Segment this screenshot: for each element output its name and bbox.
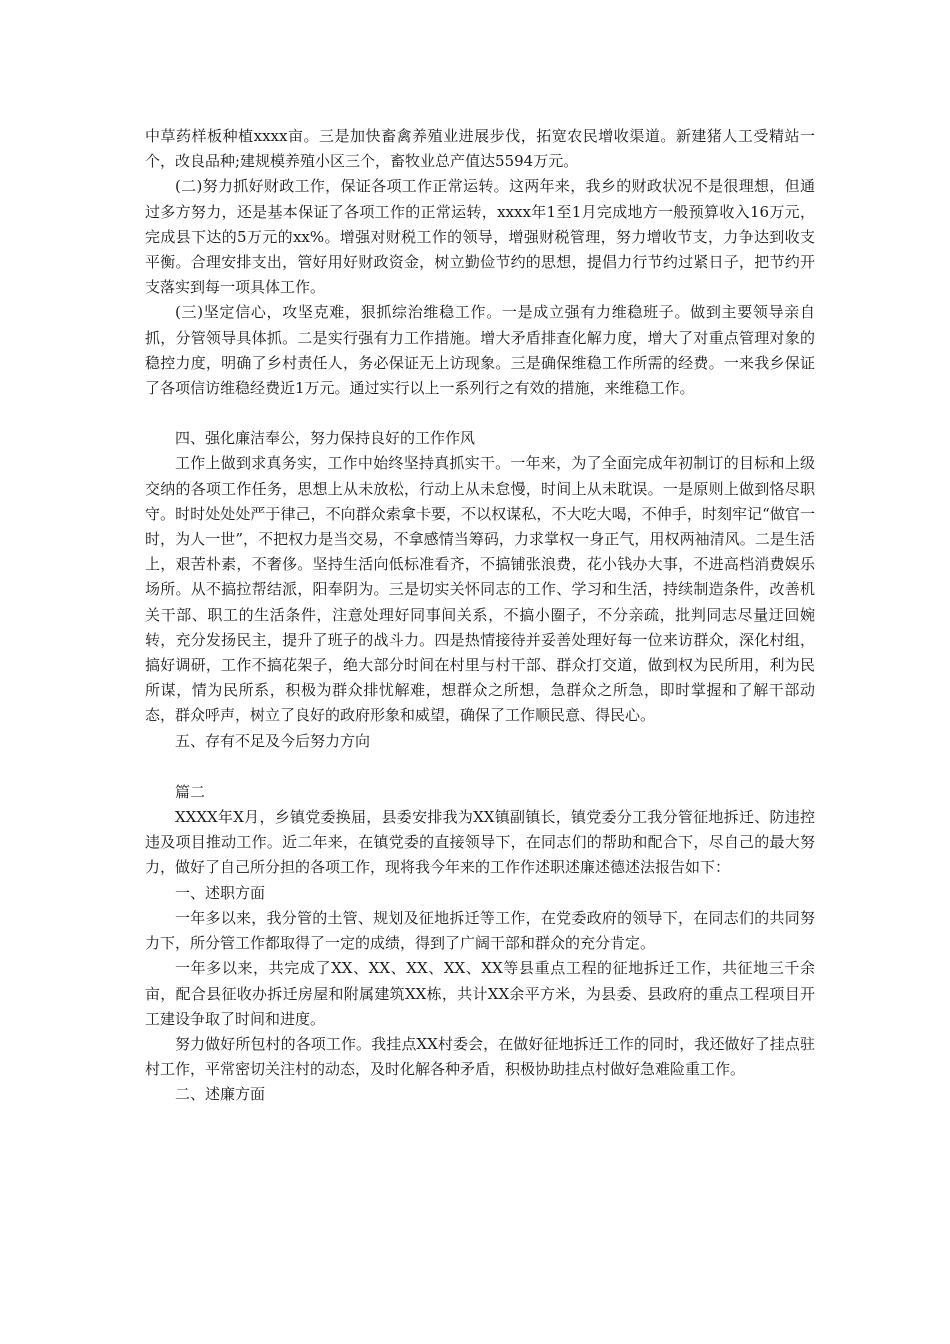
document-body	[145, 124, 815, 1108]
paragraph-village-work: 努力做好所包村的各项工作。我挂点XX村委会，在做好征地拆迁工作的同时，我还做好了挂点驻村工作，平常密切关注村的动态，及时化解各种矛盾，积极协助挂点村做好急难险重工作。	[145, 1034, 815, 1079]
section-heading-part-two: 篇二	[175, 782, 206, 801]
paragraph-finance: (二)努力抓好财政工作，保证各项工作正常运转。这两年来，我乡的财政状况不是很理想，但通过多方努力，还是基本保证了各项工作的正常运转，xxxx年1至1月完成地方一般预算收入16万元，完成县下达的5万元的xx%。增强对财税工作的领导，增强财税管理，努力增收节支，力争达到收支平衡。合理安排支出，管好用好财政资金，树立勤俭节约的思想，提倡力行节约过紧日子，把节约开支落实到每一项具体工作。	[145, 177, 815, 297]
paragraph-livestock: 中草药样板种植xxxx亩。三是加快畜禽养殖业进展步伐，拓宽农民增收渠道。新建猪人工受精站一个，改良品种;建规模养殖小区三个，畜牧业总产值达5594万元。	[145, 127, 815, 171]
paragraph-introduction: XXXX年X月，乡镇党委换届，县委安排我为XX镇副镇长，镇党委分工我分管征地拆迁、防违控违及项目推动工作。近二年来，在镇党委的直接领导下，在同志们的帮助和配合下，尽自己的最大努力，做好了自己所分担的各项工作，现将我今年来的工作作述职述廉述德述法报告如下：	[145, 808, 815, 877]
section-heading-shortcomings: 五、存有不足及今后努力方向	[175, 731, 371, 750]
section-heading-integrity: 四、强化廉洁奉公，努力保持良好的工作作风	[175, 429, 476, 448]
paragraph-land-acquisition: 一年多以来，共完成了XX、XX、XX、XX、XX等县重点工程的征地拆迁工作，共征地三千余亩，配合县征收办拆迁房屋和附属建筑XX栋，共计XX余平方米，为县委、县政府的重点工程项目开工建设争取了时间和进度。	[145, 959, 815, 1028]
section-heading-duty-report: 一、述职方面	[175, 883, 266, 902]
paragraph-duty-summary: 一年多以来，我分管的土管、规划及征地拆迁等工作，在党委政府的领导下，在同志们的共同努力下，所分管工作都取得了一定的成绩，得到了广阔干部和群众的充分肯定。	[145, 908, 815, 953]
paragraph-integrity: 工作上做到求真务实，工作中始终坚持真抓实干。一年来，为了全面完成年初制订的目标和上级交纳的各项工作任务，思想上从未放松，行动上从未怠慢，时间上从未耽误。一是原则上做到恪尽职守。时时处处处严于律己，不向群众索拿卡要，不以权谋私，不大吃大喝，不伸手，时刻牢记“做官一时，为人一世”，不把权力是当交易，不拿感情当筹码，力求掌权一身正气，用权两袖清风。二是生活上，艰苦朴素，不奢侈。坚持生活向低标准看齐，不搞铺张浪费，花小钱办大事，不进高档消费娱乐场所。从不搞拉帮结派，阳奉阴为。三是切实关怀同志的工作、学习和生活，持续制造条件，改善机关干部、职工的生活条件，注意处理好同事间关系，不搞小圈子，不分亲疏，批判同志尽量迂回婉转，充分发扬民主，提升了班子的战斗力。四是热情接待并妥善处理好每一位来访群众，深化村组，搞好调研，工作不搞花架子，绝大部分时间在村里与村干部、群众打交道，做到权为民所用，利为民所谋，情为民所系，积极为群众排忧解难，想群众之所想，急群众之所急，即时掌握和了解干部动态，群众呼声，树立了良好的政府形象和威望，确保了工作顺民意、得民心。	[145, 454, 815, 725]
section-heading-integrity-report: 二、述廉方面	[175, 1085, 266, 1104]
paragraph-stability: (三)坚定信心，攻坚克难，狠抓综治维稳工作。一是成立强有力维稳班子。做到主要领导亲自抓，分管领导具体抓。二是实行强有力工作措施。增大矛盾排查化解力度，增大了对重点管理对象的稳控力度，明确了乡村责任人，务必保证无上访现象。三是确保维稳工作所需的经费。一来我乡保证了各项信访维稳经费近1万元。通过实行以上一系列行之有效的措施，来维稳工作。	[145, 303, 815, 398]
